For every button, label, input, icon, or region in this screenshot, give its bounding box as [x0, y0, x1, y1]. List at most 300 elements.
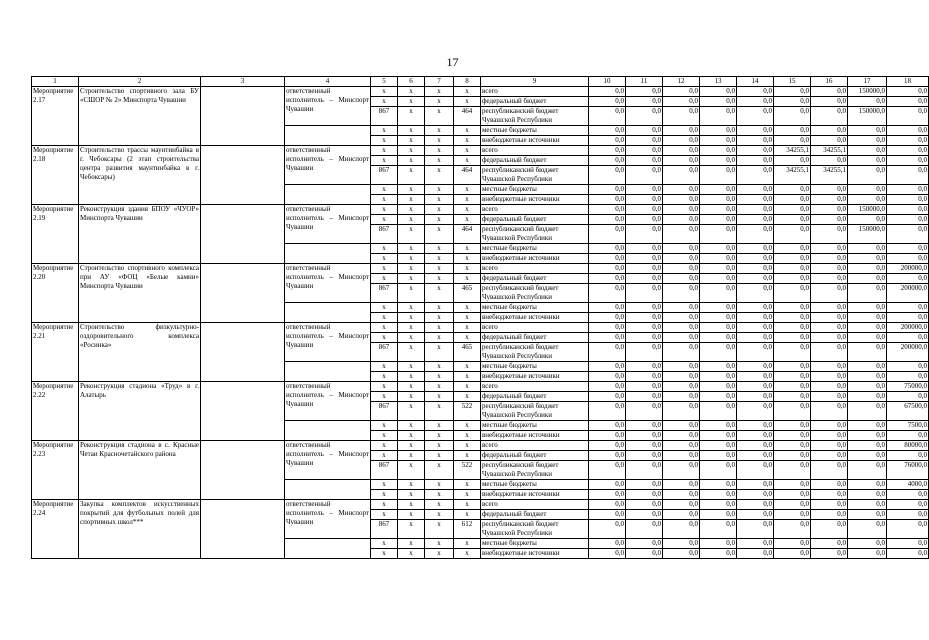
code-cell: x: [454, 392, 481, 402]
funding-source: республиканский бюджет Чувашской Республики: [481, 284, 589, 303]
value-cell: 0,0: [811, 461, 848, 480]
code-cell: x: [454, 313, 481, 323]
value-cell: 0,0: [700, 264, 737, 274]
value-cell: 0,0: [774, 343, 811, 362]
code-cell: 867: [371, 461, 398, 480]
funding-source: всего: [481, 323, 589, 333]
value-cell: 0,0: [663, 549, 700, 559]
funding-source: федеральный бюджет: [481, 392, 589, 402]
value-cell: 0,0: [589, 431, 626, 441]
code-cell: x: [371, 126, 398, 136]
value-cell: 0,0: [811, 362, 848, 372]
value-cell: 0,0: [700, 402, 737, 421]
value-cell: 0,0: [626, 205, 663, 215]
value-cell: 0,0: [663, 323, 700, 333]
code-cell: x: [371, 333, 398, 343]
value-cell: 150000,0: [848, 87, 887, 97]
value-cell: 0,0: [737, 313, 774, 323]
value-cell: 0,0: [774, 303, 811, 313]
value-cell: 0,0: [737, 372, 774, 382]
empty-cell: [285, 185, 371, 205]
value-cell: 0,0: [663, 156, 700, 166]
value-cell: 0,0: [737, 480, 774, 490]
value-cell: 0,0: [589, 441, 626, 451]
value-cell: 0,0: [663, 284, 700, 303]
code-cell: x: [425, 185, 454, 195]
value-cell: 0,0: [811, 520, 848, 539]
funding-row: [32, 441, 929, 451]
value-cell: 0,0: [774, 313, 811, 323]
value-cell: 0,0: [737, 264, 774, 274]
value-cell: 0,0: [848, 402, 887, 421]
value-cell: 0,0: [663, 431, 700, 441]
column-number: 5: [371, 77, 398, 87]
code-cell: x: [454, 480, 481, 490]
funding-source: всего: [481, 205, 589, 215]
code-cell: x: [371, 441, 398, 451]
measure-executor: ответственный исполнитель – Минспорт Чувашии: [285, 146, 371, 185]
funding-source: республиканский бюджет Чувашской Республики: [481, 225, 589, 244]
funding-source: всего: [481, 87, 589, 97]
value-cell: 0,0: [774, 156, 811, 166]
value-cell: 0,0: [663, 421, 700, 431]
value-cell: 0,0: [700, 87, 737, 97]
code-cell: x: [371, 274, 398, 284]
value-cell: 0,0: [700, 303, 737, 313]
code-cell: x: [425, 87, 454, 97]
value-cell: 0,0: [848, 362, 887, 372]
value-cell: 0,0: [700, 195, 737, 205]
code-cell: x: [398, 333, 425, 343]
value-cell: 0,0: [774, 539, 811, 549]
value-cell: 0,0: [774, 392, 811, 402]
code-cell: x: [398, 126, 425, 136]
value-cell: 0,0: [589, 284, 626, 303]
value-cell: 0,0: [589, 372, 626, 382]
value-cell: 0,0: [663, 333, 700, 343]
value-cell: 0,0: [774, 205, 811, 215]
funding-row: [32, 87, 929, 97]
empty-cell: [201, 323, 285, 382]
value-cell: 0,0: [626, 392, 663, 402]
value-cell: 0,0: [589, 195, 626, 205]
value-cell: 0,0: [589, 185, 626, 195]
code-cell: x: [425, 313, 454, 323]
code-cell: x: [454, 490, 481, 500]
code-cell: x: [371, 480, 398, 490]
value-cell: 0,0: [700, 500, 737, 510]
code-cell: x: [454, 254, 481, 264]
value-cell: 0,0: [626, 284, 663, 303]
code-cell: x: [398, 87, 425, 97]
code-cell: x: [425, 323, 454, 333]
value-cell: 0,0: [700, 146, 737, 156]
value-cell: 0,0: [700, 520, 737, 539]
code-cell: x: [425, 431, 454, 441]
code-cell: x: [371, 539, 398, 549]
value-cell: 0,0: [626, 215, 663, 225]
column-number: 11: [626, 77, 663, 87]
value-cell: 0,0: [589, 215, 626, 225]
measure-title: Мероприятие 2.18: [32, 146, 79, 205]
measure-executor: ответственный исполнитель – Минспорт Чувашии: [285, 441, 371, 480]
value-cell: 0,0: [700, 539, 737, 549]
code-cell: x: [454, 195, 481, 205]
empty-cell: [201, 264, 285, 323]
code-cell: x: [425, 107, 454, 126]
code-cell: x: [454, 372, 481, 382]
funding-source: местные бюджеты: [481, 480, 589, 490]
funding-source: республиканский бюджет Чувашской Республики: [481, 166, 589, 185]
measure-description: Строительство трассы маунтинбайка в г. Чебоксары (2 этап строительства центра развития маунтинбайка в г. Чебоксары): [79, 146, 201, 205]
value-cell: 0,0: [663, 126, 700, 136]
value-cell: 0,0: [626, 146, 663, 156]
value-cell: 34255,1: [774, 146, 811, 156]
code-cell: x: [425, 441, 454, 451]
value-cell: 0,0: [663, 480, 700, 490]
funding-source: федеральный бюджет: [481, 451, 589, 461]
value-cell: 0,0: [663, 215, 700, 225]
value-cell: 150000,0: [848, 225, 887, 244]
value-cell: 0,0: [700, 392, 737, 402]
funding-source: республиканский бюджет Чувашской Республики: [481, 107, 589, 126]
measure-description: Реконструкция стадиона «Труд» в г. Алатырь: [79, 382, 201, 441]
funding-source: местные бюджеты: [481, 303, 589, 313]
value-cell: 0,0: [887, 254, 929, 264]
value-cell: 0,0: [887, 166, 929, 185]
value-cell: 0,0: [811, 107, 848, 126]
code-cell: x: [425, 274, 454, 284]
value-cell: 0,0: [811, 539, 848, 549]
value-cell: 0,0: [848, 215, 887, 225]
value-cell: 7500,0: [887, 421, 929, 431]
value-cell: 0,0: [848, 303, 887, 313]
value-cell: 0,0: [848, 274, 887, 284]
value-cell: 0,0: [700, 510, 737, 520]
value-cell: 0,0: [589, 480, 626, 490]
code-cell: x: [398, 264, 425, 274]
code-cell: 465: [454, 343, 481, 362]
code-cell: x: [371, 97, 398, 107]
code-cell: x: [425, 362, 454, 372]
code-cell: x: [425, 97, 454, 107]
value-cell: 0,0: [589, 510, 626, 520]
measure-executor: ответственный исполнитель – Минспорт Чувашии: [285, 500, 371, 539]
code-cell: x: [425, 195, 454, 205]
code-cell: x: [398, 313, 425, 323]
value-cell: 0,0: [774, 274, 811, 284]
measure-title: Мероприятие 2.21: [32, 323, 79, 382]
code-cell: x: [425, 549, 454, 559]
value-cell: 0,0: [626, 372, 663, 382]
value-cell: 0,0: [774, 215, 811, 225]
value-cell: 0,0: [737, 421, 774, 431]
value-cell: 0,0: [737, 185, 774, 195]
funding-source: внебюджетные источники: [481, 254, 589, 264]
value-cell: 0,0: [663, 303, 700, 313]
value-cell: 0,0: [811, 244, 848, 254]
value-cell: 0,0: [737, 441, 774, 451]
value-cell: 0,0: [848, 539, 887, 549]
column-number: 6: [398, 77, 425, 87]
value-cell: 0,0: [811, 303, 848, 313]
empty-cell: [285, 480, 371, 500]
value-cell: 150000,0: [848, 107, 887, 126]
code-cell: 867: [371, 225, 398, 244]
value-cell: 0,0: [774, 520, 811, 539]
value-cell: 0,0: [700, 225, 737, 244]
value-cell: 0,0: [737, 510, 774, 520]
value-cell: 0,0: [663, 146, 700, 156]
value-cell: 0,0: [626, 166, 663, 185]
code-cell: x: [425, 264, 454, 274]
value-cell: 0,0: [737, 500, 774, 510]
value-cell: 0,0: [811, 431, 848, 441]
value-cell: 0,0: [589, 254, 626, 264]
value-cell: 0,0: [663, 313, 700, 323]
funding-source: внебюджетные источники: [481, 431, 589, 441]
value-cell: 0,0: [700, 333, 737, 343]
value-cell: 0,0: [626, 185, 663, 195]
value-cell: 0,0: [774, 107, 811, 126]
value-cell: 0,0: [663, 244, 700, 254]
value-cell: 0,0: [663, 510, 700, 520]
value-cell: 0,0: [626, 313, 663, 323]
funding-source: внебюджетные источники: [481, 490, 589, 500]
code-cell: x: [398, 303, 425, 313]
value-cell: 0,0: [848, 549, 887, 559]
value-cell: 0,0: [811, 372, 848, 382]
value-cell: 0,0: [589, 264, 626, 274]
value-cell: 0,0: [663, 392, 700, 402]
code-cell: x: [398, 461, 425, 480]
value-cell: 0,0: [589, 333, 626, 343]
column-number: 18: [887, 77, 929, 87]
value-cell: 0,0: [589, 87, 626, 97]
value-cell: 0,0: [737, 392, 774, 402]
value-cell: 0,0: [848, 146, 887, 156]
code-cell: x: [371, 451, 398, 461]
value-cell: 0,0: [589, 303, 626, 313]
code-cell: x: [371, 244, 398, 254]
code-cell: x: [425, 156, 454, 166]
value-cell: 0,0: [887, 146, 929, 156]
code-cell: x: [425, 303, 454, 313]
column-number: 10: [589, 77, 626, 87]
value-cell: 0,0: [663, 343, 700, 362]
funding-source: внебюджетные источники: [481, 372, 589, 382]
value-cell: 0,0: [626, 402, 663, 421]
value-cell: 0,0: [811, 254, 848, 264]
funding-source: всего: [481, 146, 589, 156]
value-cell: 0,0: [737, 195, 774, 205]
code-cell: x: [398, 402, 425, 421]
measure-title: Мероприятие 2.24: [32, 500, 79, 559]
code-cell: 464: [454, 225, 481, 244]
funding-source: всего: [481, 441, 589, 451]
value-cell: 0,0: [848, 510, 887, 520]
value-cell: 0,0: [774, 500, 811, 510]
value-cell: 0,0: [774, 431, 811, 441]
funding-source: республиканский бюджет Чувашской Республики: [481, 520, 589, 539]
column-number: 12: [663, 77, 700, 87]
value-cell: 0,0: [700, 205, 737, 215]
value-cell: 0,0: [626, 510, 663, 520]
empty-cell: [201, 382, 285, 441]
value-cell: 0,0: [626, 303, 663, 313]
value-cell: 0,0: [700, 421, 737, 431]
value-cell: 0,0: [811, 274, 848, 284]
code-cell: 522: [454, 461, 481, 480]
value-cell: 0,0: [811, 323, 848, 333]
value-cell: 0,0: [811, 215, 848, 225]
value-cell: 0,0: [737, 136, 774, 146]
value-cell: 0,0: [887, 87, 929, 97]
funding-source: республиканский бюджет Чувашской Республики: [481, 461, 589, 480]
code-cell: x: [454, 510, 481, 520]
value-cell: 0,0: [811, 284, 848, 303]
value-cell: 0,0: [663, 520, 700, 539]
value-cell: 34255,1: [774, 166, 811, 185]
value-cell: 0,0: [663, 87, 700, 97]
value-cell: 0,0: [774, 549, 811, 559]
code-cell: x: [398, 480, 425, 490]
code-cell: x: [454, 136, 481, 146]
value-cell: 0,0: [848, 97, 887, 107]
value-cell: 0,0: [774, 87, 811, 97]
value-cell: 0,0: [737, 126, 774, 136]
value-cell: 0,0: [811, 549, 848, 559]
value-cell: 0,0: [663, 402, 700, 421]
value-cell: 67500,0: [887, 402, 929, 421]
value-cell: 0,0: [663, 97, 700, 107]
code-cell: x: [425, 225, 454, 244]
code-cell: x: [425, 333, 454, 343]
code-cell: x: [398, 146, 425, 156]
code-cell: 464: [454, 107, 481, 126]
code-cell: 867: [371, 343, 398, 362]
funding-source: федеральный бюджет: [481, 510, 589, 520]
code-cell: x: [398, 441, 425, 451]
value-cell: 0,0: [887, 274, 929, 284]
value-cell: 34255,1: [811, 146, 848, 156]
value-cell: 0,0: [700, 441, 737, 451]
funding-source: всего: [481, 382, 589, 392]
value-cell: 0,0: [811, 490, 848, 500]
measure-title: Мероприятие 2.20: [32, 264, 79, 323]
value-cell: 0,0: [848, 343, 887, 362]
value-cell: 0,0: [887, 431, 929, 441]
funding-source: республиканский бюджет Чувашской Республики: [481, 402, 589, 421]
code-cell: x: [454, 441, 481, 451]
value-cell: 0,0: [737, 303, 774, 313]
code-cell: x: [398, 244, 425, 254]
value-cell: 0,0: [737, 254, 774, 264]
code-cell: x: [454, 97, 481, 107]
empty-cell: [285, 421, 371, 441]
value-cell: 0,0: [626, 431, 663, 441]
funding-source: внебюджетные источники: [481, 136, 589, 146]
code-cell: x: [371, 372, 398, 382]
value-cell: 0,0: [626, 461, 663, 480]
value-cell: 0,0: [700, 107, 737, 126]
empty-cell: [285, 539, 371, 559]
value-cell: 0,0: [737, 107, 774, 126]
value-cell: 0,0: [663, 225, 700, 244]
code-cell: x: [371, 254, 398, 264]
value-cell: 0,0: [887, 97, 929, 107]
measure-executor: ответственный исполнитель – Минспорт Чувашии: [285, 264, 371, 303]
value-cell: 0,0: [737, 461, 774, 480]
value-cell: 0,0: [887, 225, 929, 244]
code-cell: x: [454, 431, 481, 441]
value-cell: 0,0: [848, 166, 887, 185]
code-cell: x: [371, 313, 398, 323]
value-cell: 0,0: [589, 313, 626, 323]
measure-description: Строительство спортивного комплекса при АУ «ФОЦ «Белые камни» Минспорта Чувашии: [79, 264, 201, 323]
value-cell: 0,0: [887, 195, 929, 205]
column-number: 13: [700, 77, 737, 87]
code-cell: x: [371, 87, 398, 97]
code-cell: x: [454, 274, 481, 284]
code-cell: x: [371, 392, 398, 402]
value-cell: 0,0: [774, 480, 811, 490]
value-cell: 4000,0: [887, 480, 929, 490]
value-cell: 0,0: [589, 136, 626, 146]
value-cell: 0,0: [589, 500, 626, 510]
column-number: 9: [481, 77, 589, 87]
value-cell: 0,0: [700, 313, 737, 323]
value-cell: 0,0: [811, 126, 848, 136]
value-cell: 0,0: [589, 166, 626, 185]
value-cell: 0,0: [589, 274, 626, 284]
value-cell: 0,0: [663, 254, 700, 264]
value-cell: 0,0: [700, 480, 737, 490]
funding-row: [32, 500, 929, 510]
code-cell: x: [425, 136, 454, 146]
value-cell: 0,0: [774, 490, 811, 500]
value-cell: 0,0: [700, 274, 737, 284]
funding-source: местные бюджеты: [481, 421, 589, 431]
code-cell: x: [425, 500, 454, 510]
column-number: 2: [79, 77, 201, 87]
value-cell: 0,0: [700, 215, 737, 225]
funding-source: федеральный бюджет: [481, 333, 589, 343]
column-number-row: [32, 77, 929, 87]
code-cell: x: [425, 244, 454, 254]
value-cell: 0,0: [774, 441, 811, 451]
code-cell: x: [454, 421, 481, 431]
code-cell: x: [454, 185, 481, 195]
code-cell: x: [398, 421, 425, 431]
code-cell: x: [425, 490, 454, 500]
value-cell: 0,0: [774, 510, 811, 520]
value-cell: 0,0: [848, 333, 887, 343]
value-cell: 75000,0: [887, 382, 929, 392]
value-cell: 0,0: [663, 461, 700, 480]
column-number: 16: [811, 77, 848, 87]
code-cell: x: [398, 166, 425, 185]
measure-description: Реконструкция здания БПОУ «ЧУОР» Минспорта Чувашии: [79, 205, 201, 264]
code-cell: x: [398, 451, 425, 461]
value-cell: 0,0: [663, 451, 700, 461]
code-cell: x: [398, 225, 425, 244]
code-cell: x: [398, 323, 425, 333]
funding-row: [32, 264, 929, 274]
value-cell: 0,0: [737, 225, 774, 244]
value-cell: 0,0: [737, 431, 774, 441]
funding-row: [32, 323, 929, 333]
